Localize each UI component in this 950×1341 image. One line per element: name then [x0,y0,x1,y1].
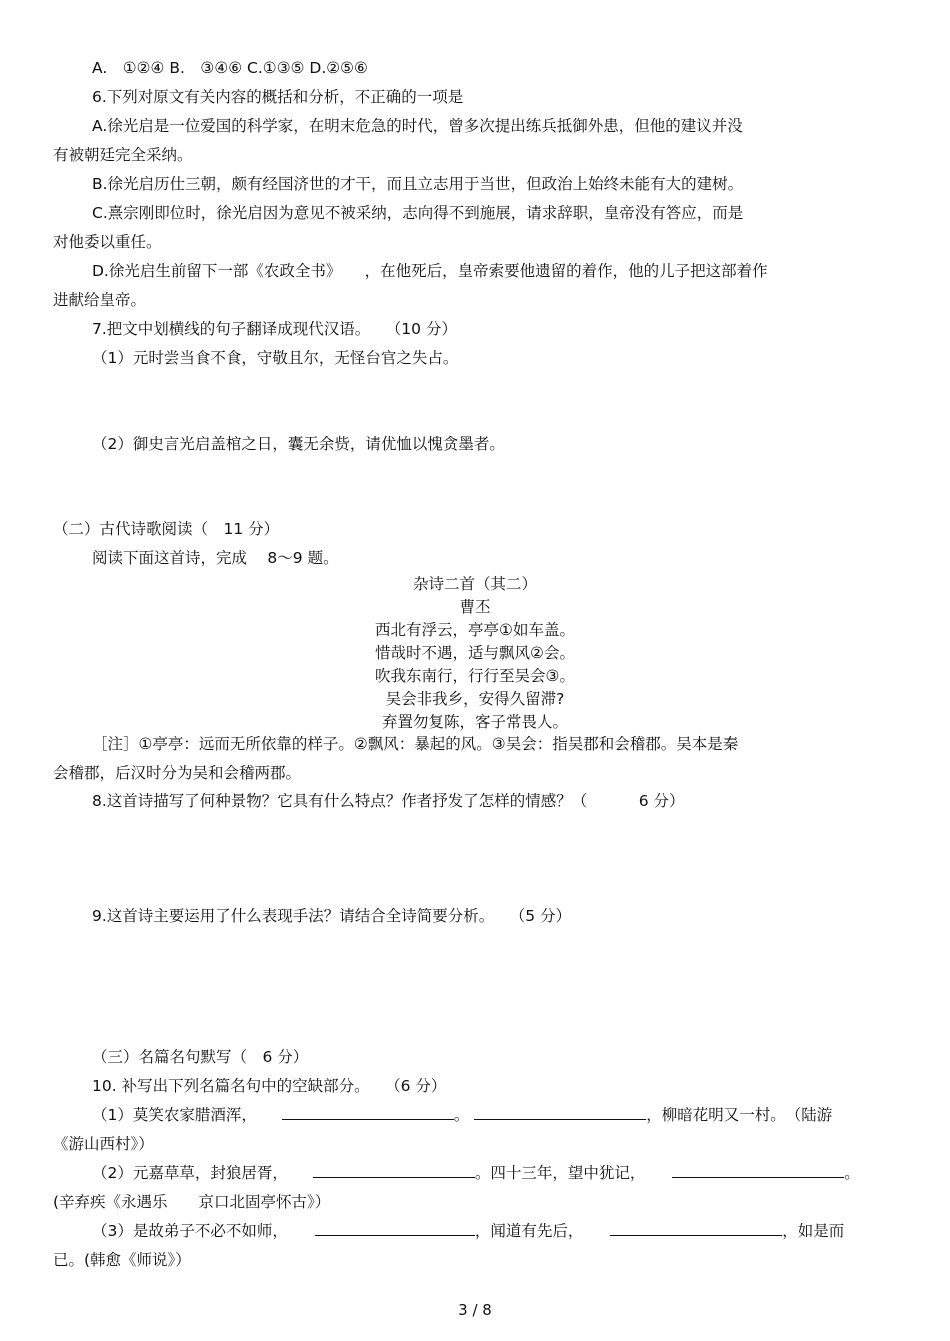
q10-item-1-text: （1）莫笑农家腊酒浑， [92,1106,257,1124]
poem-line: 吹我东南行，行行至吴会③。 [375,667,575,685]
q7-sentence-2: （2）御史言光启盖棺之日，囊无余赀，请优恤以愧贪墨者。 [92,435,505,453]
section2-intro: 阅读下面这首诗，完成 8～9 题。 [92,549,339,567]
q6-option-d: D.徐光启生前留下一部《农政全书》 ，在他死后，皇帝索要他遗留的着作，他的儿子把这部着作 [92,262,768,280]
q10-stem: 10. 补写出下列名篇名句中的空缺部分。 （6 分） [92,1077,447,1095]
answer-blank[interactable] [315,1217,475,1236]
q10-item-2-text-2: 。四十三年，望中犹记， [474,1164,646,1182]
q6-option-c-cont: 对他委以重任。 [53,233,162,251]
section3-title: （三）名篇名句默写（ 6 分） [92,1048,309,1066]
answer-blank[interactable] [610,1217,782,1236]
q6-option-b: B.徐光启历仕三朝，颇有经国济世的才干，而且立志用于当世，但政治上始终未能有大的建树。 [92,175,744,193]
poem-line: 弃置勿复陈，客子常畏人。 [381,713,568,731]
q6-option-a-cont: 有被朝廷完全采纳。 [53,146,193,164]
q7-sentence-1: （1）元时尝当食不食，守敬且尔，无怪台官之失占。 [92,349,459,367]
q10-item-1-punct: 。 [453,1106,470,1124]
answer-blank[interactable] [474,1101,646,1120]
q10-item-1-source: 《游山西村》） [53,1135,154,1153]
q10-item-2-text: （2）元嘉草草，封狼居胥， [92,1164,288,1182]
q10-item-3-text-3: ，如是而 [782,1222,845,1240]
q10-item-3-text-2: ，闻道有先后， [474,1222,584,1240]
poem-author: 曹丕 [459,598,491,616]
q10-item-1 [92,1101,832,1129]
q10-item-2 [92,1159,860,1187]
answer-blank[interactable] [672,1159,844,1178]
q6-stem: 6.下列对原文有关内容的概括和分析，不正确的一项是 [92,88,464,106]
q10-item-3-text: （3）是故弟子不必不如师， [92,1222,288,1240]
q10-item-2-source: (辛弃疾《永遇乐 京口北固亭怀古》） [53,1193,331,1211]
q6-option-d-cont: 进献给皇帝。 [53,291,147,309]
poem-note: ［注］①亭亭：远而无所依靠的样子。②飘风：暴起的风。③吴会：指吴郡和会稽郡。吴本是秦 [92,735,739,753]
q7-stem: 7.把文中划横线的句子翻译成现代汉语。 （10 分） [92,320,457,338]
q5-options: A. ①②④ B. ③④⑥ C.①③⑤ D.②⑤⑥ [92,59,368,77]
q10-item-1-text-2: ，柳暗花明又一村。 （陆游 [646,1106,833,1124]
q10-item-3 [92,1217,844,1245]
q10-item-3-source: 已。(韩愈《师说》） [53,1251,191,1269]
poem-line: 吴会非我乡，安得久留滞? [385,690,565,708]
answer-blank[interactable] [282,1101,454,1120]
page-number: 3 / 8 [458,1301,492,1319]
poem-line: 西北有浮云，亭亭①如车盖。 [375,621,575,639]
q6-option-a: A.徐光启是一位爱国的科学家，在明末危急的时代，曾多次提出练兵抵御外患，但他的建议并没 [92,117,743,135]
poem-line: 惜哉时不遇，适与飘风②会。 [375,644,575,662]
q8-stem: 8.这首诗描写了何种景物？它具有什么特点？作者抒发了怎样的情感？（ 6 分） [92,792,685,810]
section2-title: （二）古代诗歌阅读（ 11 分） [53,520,280,538]
poem-title: 杂诗二首（其二） [412,575,537,593]
q6-option-c: C.熹宗刚即位时，徐光启因为意见不被采纳，志向得不到施展，请求辞职，皇帝没有答应，而是 [92,204,744,222]
answer-blank[interactable] [313,1159,475,1178]
poem-note-cont: 会稽郡，后汉时分为吴和会稽两郡。 [53,764,302,782]
q9-stem: 9.这首诗主要运用了什么表现手法？请结合全诗简要分析。 （5 分） [92,907,572,925]
q10-item-2-punct: 。 [844,1164,860,1182]
